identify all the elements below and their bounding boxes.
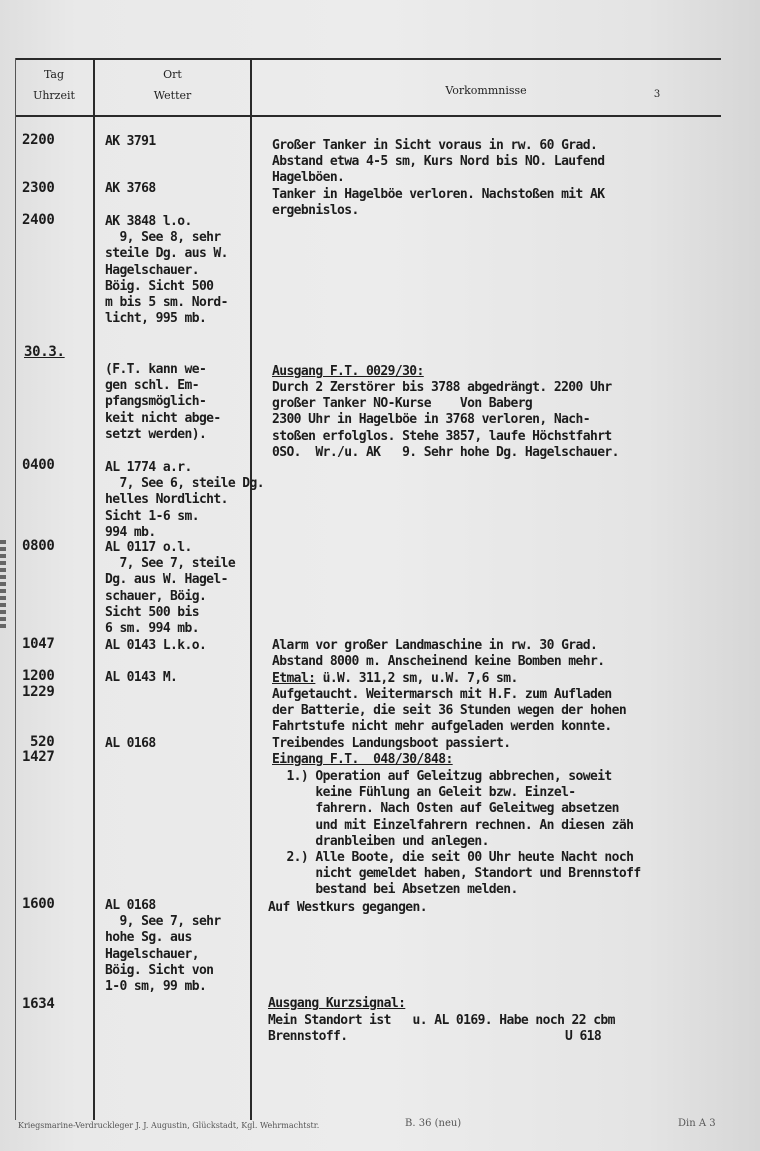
event-2300: Tanker in Hagelböe verloren. Nachstoßen mit AK ergebnislos. (272, 187, 605, 219)
time-1047: 1047 (22, 636, 55, 652)
header-col-time (16, 64, 92, 106)
etmal-label: Etmal: (272, 671, 316, 686)
place-ft-note: (F.T. kann we- gen schl. Em- pfangsmöglich- keit nicht abge- setzt werden). (105, 362, 221, 442)
table-top-rule (15, 58, 721, 60)
time-2300: 2300 (22, 180, 55, 196)
event-1634-body: Mein Standort ist u. AL 0169. Habe noch 22 cbm Brennstoff. (268, 1013, 615, 1045)
place-1047: AL 0143 L.k.o. (105, 638, 207, 653)
time-2400: 2400 (22, 212, 55, 228)
header-bottom-rule (15, 115, 721, 117)
footer-form: B. 36 (neu) (405, 1118, 462, 1129)
event-1600: Auf Westkurs gegangen. (268, 900, 427, 915)
event-2200: Großer Tanker in Sicht voraus in rw. 60 Grad. Abstand etwa 4-5 sm, Kurs Nord bis NO. Laufend Hagelböen. (272, 138, 605, 186)
header-col-place (95, 64, 250, 106)
date-30-3: 30.3. (24, 344, 65, 360)
time-0800: 0800 (22, 538, 55, 554)
time-520: 520 (30, 734, 55, 750)
header-mark: 3 (653, 89, 661, 100)
place-0400: AL 1774 a.r. 7, See 6, steile Dg. helles Nordlicht. Sicht 1-6 sm. 994 mb. (105, 460, 264, 540)
etmal-value: ü.W. 311,2 sm, u.W. 7,6 sm. (315, 671, 518, 686)
header-vorkommnisse: Vorkommnisse (445, 84, 527, 97)
event-1427-body: 1.) Operation auf Geleitzug abbrechen, soweit keine Fühlung an Geleit bzw. Einzel- fahrern. Nach Osten auf Geleitweg absetzen und mit Einzelfahrern rechnen. An diesen zäh dranbleiben und anlegen. 2.) Alle Boote, die seit 00 Uhr heute Nacht noch nicht gemeldet haben, Standort und Brennstoff bestand bei Absetzen melden. (286, 769, 641, 898)
time-2200: 2200 (22, 132, 55, 148)
binding-mark (0, 540, 6, 630)
event-ft-body: Durch 2 Zerstörer bis 3788 abgedrängt. 2200 Uhr großer Tanker NO-Kurse Von Baberg 2300 Uhr in Hagelböe in 3768 verloren, Nach- stoßen erfolglos. Stehe 3857, laufe Höchstfahrt 0SO. Wr./u. AK 9. Sehr hohe Dg. Hagelschauer. (272, 380, 619, 460)
header-uhrzeit: Uhrzeit (33, 89, 75, 102)
footer-din: Din A 3 (678, 1118, 716, 1129)
event-1634-head: Ausgang Kurzsignal: (268, 996, 406, 1011)
place-1200: AL 0143 M. (105, 670, 178, 685)
event-520: Treibendes Landungsboot passiert. (272, 736, 511, 751)
left-edge-rule (15, 58, 16, 1120)
time-1427: 1427 (22, 749, 55, 765)
event-1427-head: Eingang F.T. 048/30/848: (272, 752, 453, 767)
place-0800: AL 0117 o.l. 7, See 7, steile Dg. aus W. Hagel- schauer, Böig. Sicht 500 bis 6 sm. 994 mb. (105, 540, 236, 637)
time-0400: 0400 (22, 457, 55, 473)
col1-rule (93, 58, 95, 1120)
time-1600: 1600 (22, 896, 55, 912)
time-1200: 1200 (22, 668, 55, 684)
header-ort: Ort (163, 68, 182, 81)
place-520: AL 0168 (105, 736, 156, 751)
header-wetter: Wetter (153, 89, 192, 102)
event-1229: Aufgetaucht. Weitermarsch mit H.F. zum Aufladen der Batterie, die seit 36 Stunden wegen der hohen Fahrtstufe nicht mehr aufgeladen werden konnte. (272, 687, 627, 735)
col2-rule (250, 58, 252, 1120)
time-1634: 1634 (22, 996, 55, 1012)
place-2300: AK 3768 (105, 181, 156, 196)
footer-printer: Kriegsmarine-Verdruckleger J. J. Augustin, Glückstadt, Kgl. Wehrmachtstr. (18, 1121, 320, 1130)
time-1229: 1229 (22, 684, 55, 700)
header-tag: Tag (43, 68, 65, 81)
place-2400: AK 3848 l.o. 9, See 8, sehr steile Dg. aus W. Hagelschauer. Böig. Sicht 500 m bis 5 sm. Nord- licht, 995 mb. (105, 214, 228, 327)
place-1600: AL 0168 9, See 7, sehr hohe Sg. aus Hagelschauer, Böig. Sicht von 1-0 sm, 99 mb. (105, 898, 221, 995)
event-1200 (272, 671, 518, 687)
event-ft-head: Ausgang F.T. 0029/30: (272, 364, 424, 379)
event-1047: Alarm vor großer Landmaschine in rw. 30 Grad. Abstand 8000 m. Anscheinend keine Bomben mehr. (272, 638, 605, 670)
signature-u618: U 618 (565, 1029, 602, 1044)
place-2200: AK 3791 (105, 134, 156, 149)
